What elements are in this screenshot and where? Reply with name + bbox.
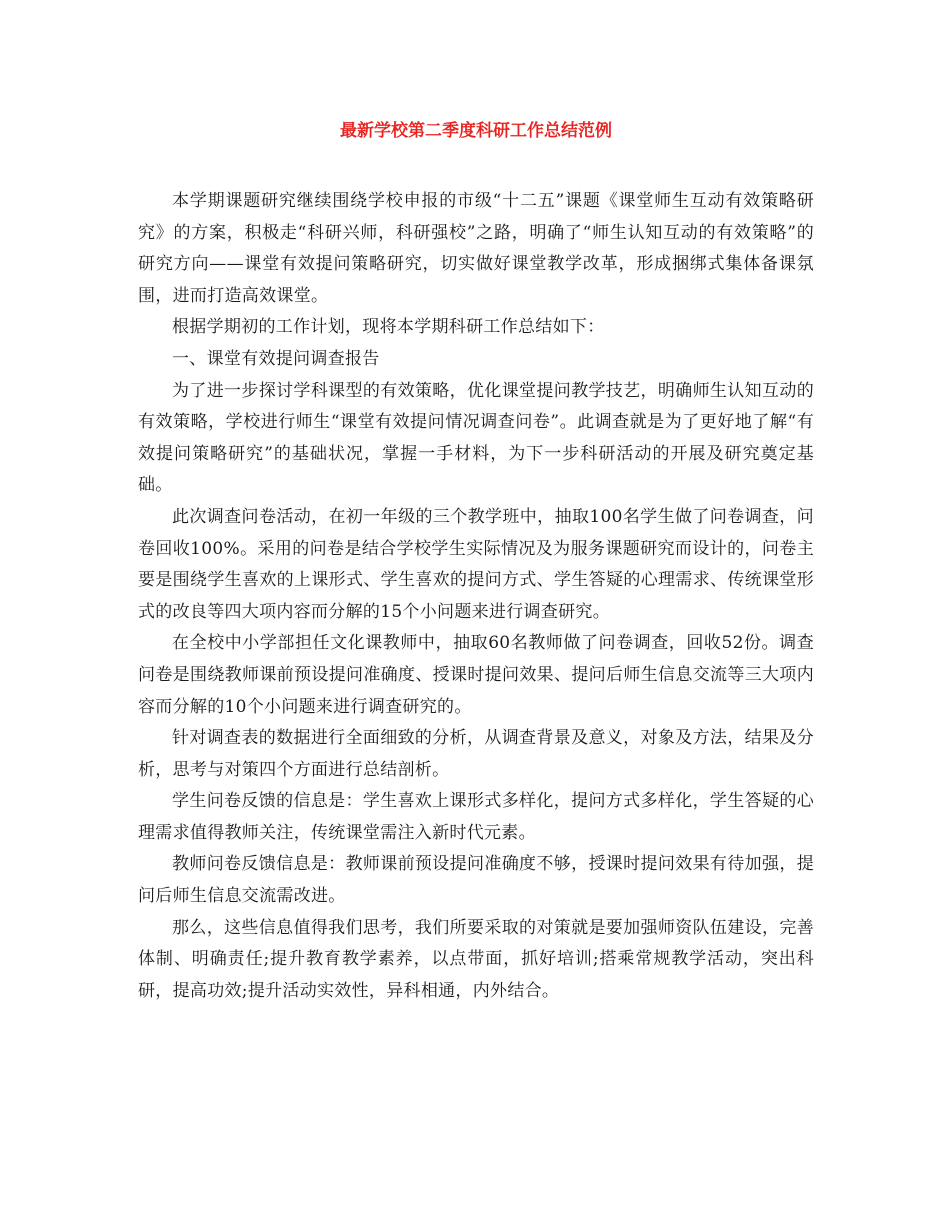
paragraph-student-survey: 此次调查问卷活动，在初一年级的三个教学班中，抽取100名学生做了问卷调查，问卷回收100%。采用的问卷是结合学校学生实际情况及为服务课题研究而设计的，问卷主要是围绕学生喜欢的上课形式、学生喜欢的提问方式、学生答疑的心理需求、传统课堂形式的改良等四大项内容而分解的15个小问题来进行调查研究。 [138,506,814,622]
paragraph-teacher-feedback: 教师问卷反馈信息是：教师课前预设提问准确度不够，授课时提问效果有待加强，提问后师生信息交流需改进。 [138,854,814,907]
paragraph-countermeasures: 那么，这些信息值得我们思考，我们所要采取的对策就是要加强师资队伍建设，完善体制、明确责任;提升教育教学素养，以点带面，抓好培训;搭乘常规教学活动，突出科研，提高功效;提升活动实效性，异科相通，内外结合。 [138,917,814,1001]
paragraph-analysis: 针对调查表的数据进行全面细致的分析，从调查背景及意义，对象及方法，结果及分析，思考与对策四个方面进行总结剖析。 [138,728,814,780]
paragraph-student-feedback: 学生问卷反馈的信息是：学生喜欢上课形式多样化，提问方式多样化，学生答疑的心理需求值得教师关注，传统课堂需注入新时代元素。 [138,791,814,843]
section-heading-survey-report: 一、课堂有效提问调查报告 [172,348,380,369]
paragraph-plan: 根据学期初的工作计划，现将本学期科研工作总结如下： [172,317,605,338]
document-page [138,118,814,1007]
paragraph-teacher-survey: 在全校中小学部担任文化课教师中，抽取60名教师做了问卷调查，回收52份。调查问卷是围绕教师课前预设提问准确度、授课时提问效果、提问后师生信息交流等三大项内容而分解的10个小问题来进行调查研究的。 [138,633,814,717]
paragraph-intro: 本学期课题研究继续围绕学校申报的市级“十二五”课题《课堂师生互动有效策略研究》的方案，积极走“科研兴师，科研强校”之路，明确了“师生认知互动的有效策略”的研究方向——课堂有效提问策略研究，切实做好课堂教学改革，形成捆绑式集体备课氛围，进而打造高效课堂。 [138,191,814,306]
paragraph-survey-purpose: 为了进一步探讨学科课型的有效策略，优化课堂提问教学技艺，明确师生认知互动的有效策略，学校进行师生“课堂有效提问情况调查问卷”。此调查就是为了更好地了解“有效提问策略研究”的基础状况，掌握一手材料，为下一步科研活动的开展及研究奠定基础。 [138,380,814,496]
document-title: 最新学校第二季度科研工作总结范例 [340,121,612,141]
